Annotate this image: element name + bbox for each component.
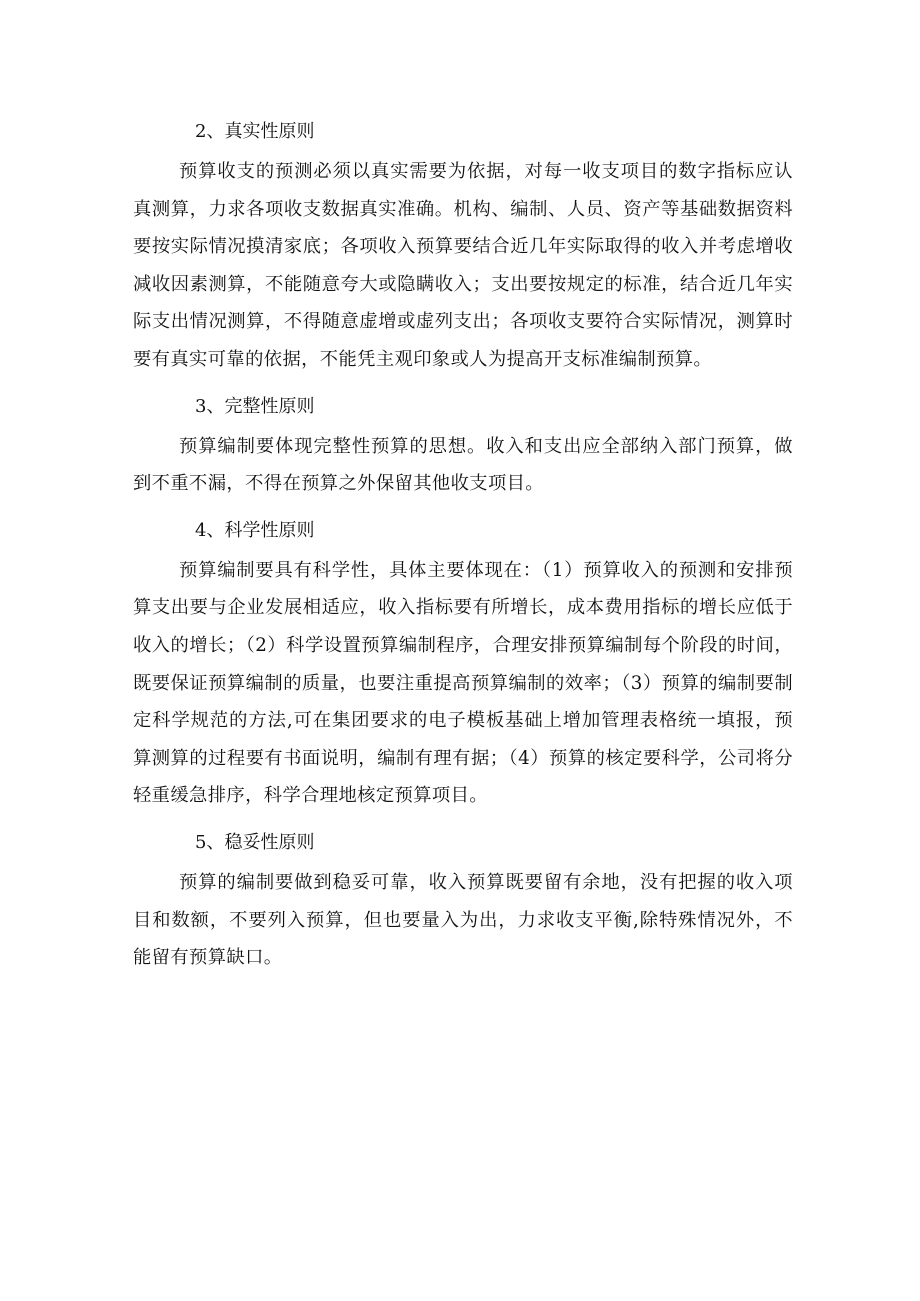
section-heading-scientific: 4、科学性原则 [195, 519, 315, 541]
section-heading-authenticity: 2、真实性原则 [195, 121, 315, 142]
section-body-authenticity: 预算收支的预测必须以真实需要为依据，对每一收支项目的数字指标应认真测算，力求各项收支数据真实准确。机构、编制、人员、资产等基础数据资料要按实际情况摸清家底；各项收入预算要结合近几年实际取得的收入并考虑增收减收因素测算，不能随意夸大或隐瞒收入；支出要按规定的标准，结合近几年实际支出情况测算，不得随意虚增或虚列支出；各项收支要符合实际情况，测算时要有真实可靠的依据，不能凭主观印象或人为提高开支标准编制预算。 [133, 161, 793, 370]
section-body-prudence: 预算的编制要做到稳妥可靠，收入预算既要留有余地，没有把握的收入项目和数额，不要列入预算，但也要量入为出，力求收支平衡,除特殊情况外，不能留有预算缺口。 [133, 871, 793, 969]
section-heading-prudence: 5、稳妥性原则 [195, 831, 315, 853]
section-heading-completeness: 3、完整性原则 [195, 395, 315, 417]
document-body [133, 113, 793, 977]
section-body-completeness: 预算编制要体现完整性预算的思想。收入和支出应全部纳入部门预算，做到不重不漏，不得在预算之外保留其他收支项目。 [133, 435, 793, 495]
section-body-scientific: 预算编制要具有科学性，具体主要体现在：（1）预算收入的预测和安排预算支出要与企业发展相适应，收入指标要有所增长，成本费用指标的增长应低于收入的增长；（2）科学设置预算编制程序，合理安排预算编制每个阶段的时间，既要保证预算编制的质量，也要注重提高预算编制的效率；（3）预算的编制要制定科学规范的方法,可在集团要求的电子模板基础上增加管理表格统一填报，预算测算的过程要有书面说明，编制有理有据；（4）预算的核定要科学，公司将分轻重缓急排序，科学合理地核定预算项目。 [133, 559, 793, 807]
